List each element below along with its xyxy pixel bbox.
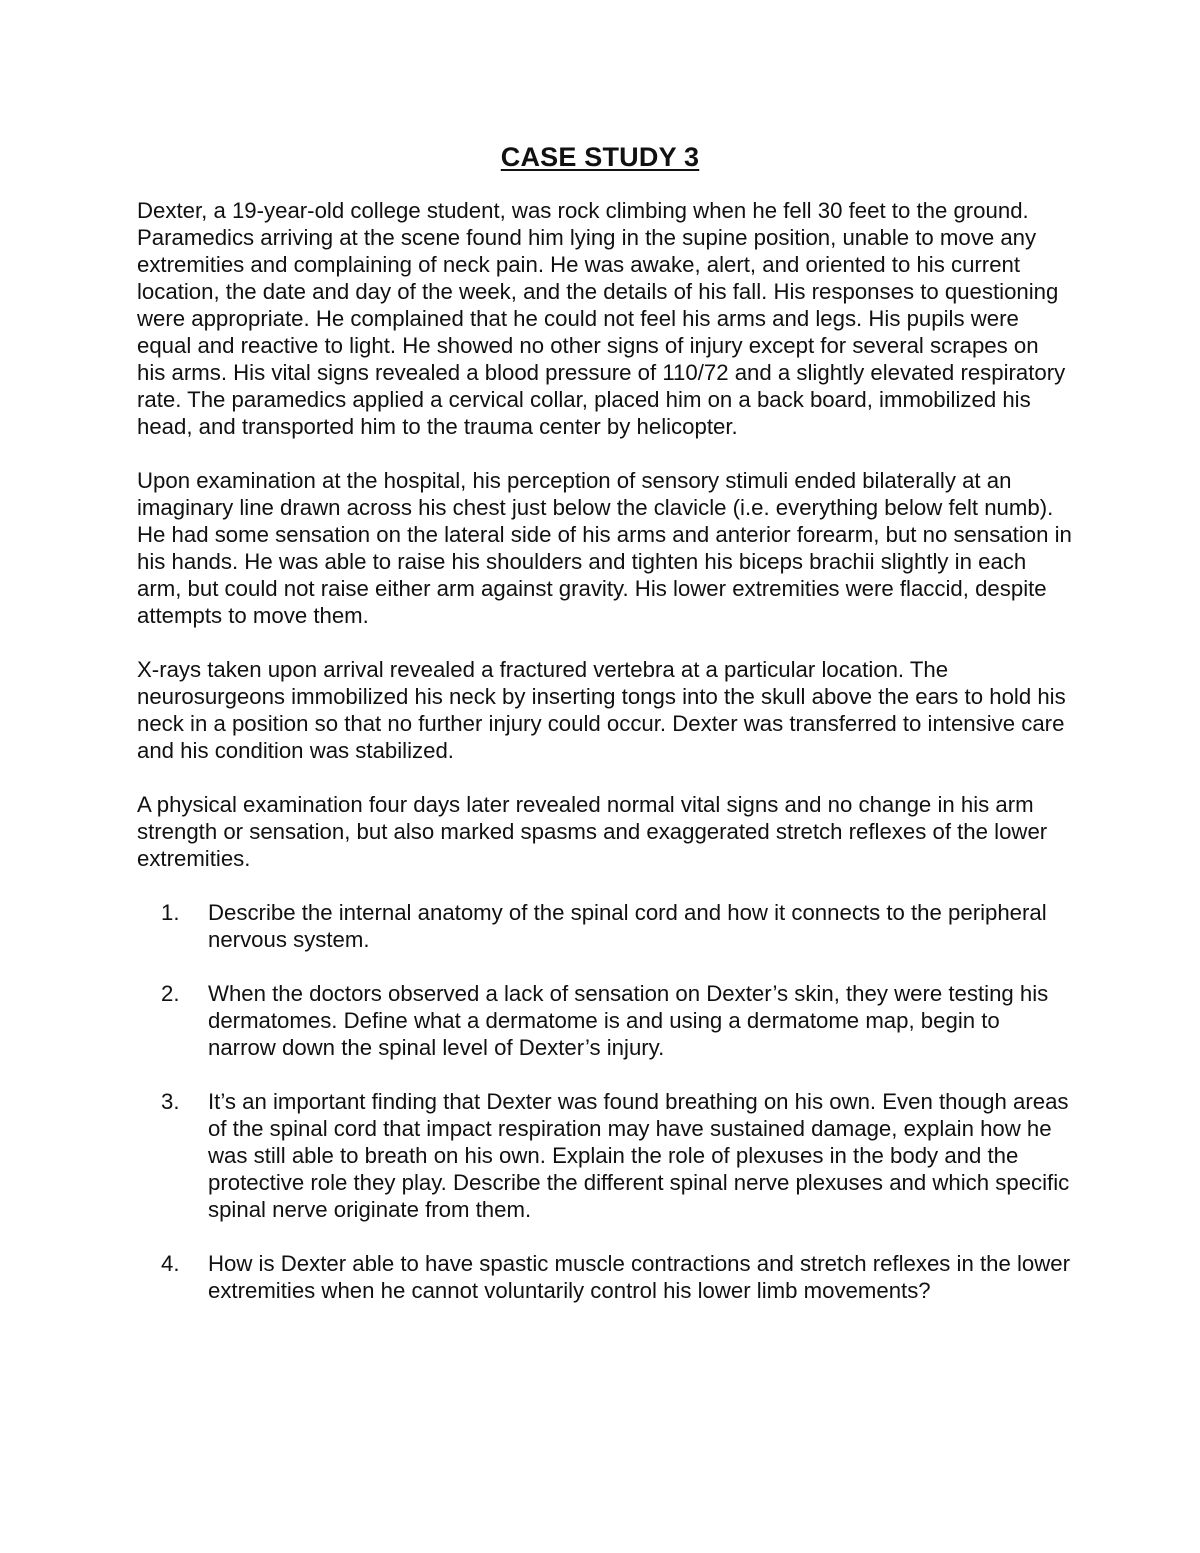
page-title: CASE STUDY 3: [500, 142, 700, 172]
question-text: When the doctors observed a lack of sensation on Dexter’s skin, they were testing his dermatomes. Define what a dermatome is and using a dermatome map, begin to narrow down the spinal level of Dexter’s injury.: [208, 981, 1049, 1060]
paragraph-fall-incident: Dexter, a 19-year-old college student, was rock climbing when he fell 30 feet to the ground. Paramedics arriving at the scene found him lying in the supine position, unable to move any extremities and complaining of neck pain. He was awake, alert, and oriented to his current location, the date and day of the week, and the details of his fall. His responses to questioning were appropriate. He complained that he could not feel his arms and legs. His pupils were equal and reactive to light. He showed no other signs of injury except for several scrapes on his arms. His vital signs revealed a blood pressure of 110/72 and a slightly elevated respiratory rate. The paramedics applied a cervical collar, placed him on a back board, immobilized his head, and transported him to the trauma center by helicopter.: [137, 198, 1066, 439]
question-list: [137, 899, 1072, 1304]
question-text: Describe the internal anatomy of the spinal cord and how it connects to the peripheral nervous system.: [208, 900, 1047, 952]
question-number: 3.: [161, 1089, 180, 1114]
question-number: 4.: [161, 1251, 180, 1276]
question-item: [137, 899, 1072, 953]
paragraph-followup-exam: A physical examination four days later revealed normal vital signs and no change in his arm strength or sensation, but also marked spasms and exaggerated stretch reflexes of the lower extremities.: [137, 792, 1048, 871]
document-body: [137, 197, 1072, 1331]
question-number: 1.: [161, 900, 180, 925]
question-text: It’s an important finding that Dexter was found breathing on his own. Even though areas of the spinal cord that impact respiration may have sustained damage, explain how he was still able to breath on his own. Explain the role of plexuses in the body and the protective role they play. Describe the different spinal nerve plexuses and which specific spinal nerve originate from them.: [208, 1089, 1070, 1222]
paragraph-xrays: X-rays taken upon arrival revealed a fractured vertebra at a particular location. The neurosurgeons immobilized his neck by inserting tongs into the skull above the ears to hold his neck in a position so that no further injury could occur. Dexter was transferred to intensive care and his condition was stabilized.: [137, 657, 1066, 763]
question-text: How is Dexter able to have spastic muscle contractions and stretch reflexes in the lower extremities when he cannot voluntarily control his lower limb movements?: [208, 1251, 1071, 1303]
paragraph-hospital-exam: Upon examination at the hospital, his perception of sensory stimuli ended bilaterally at an imaginary line drawn across his chest just below the clavicle (i.e. everything below felt numb). He had some sensation on the lateral side of his arms and anterior forearm, but no sensation in his hands. He was able to raise his shoulders and tighten his biceps brachii slightly in each arm, but could not raise either arm against gravity. His lower extremities were flaccid, despite attempts to move them.: [137, 468, 1072, 628]
question-number: 2.: [161, 981, 180, 1006]
question-item: [137, 1250, 1072, 1304]
question-item: [137, 980, 1072, 1061]
question-item: [137, 1088, 1072, 1223]
